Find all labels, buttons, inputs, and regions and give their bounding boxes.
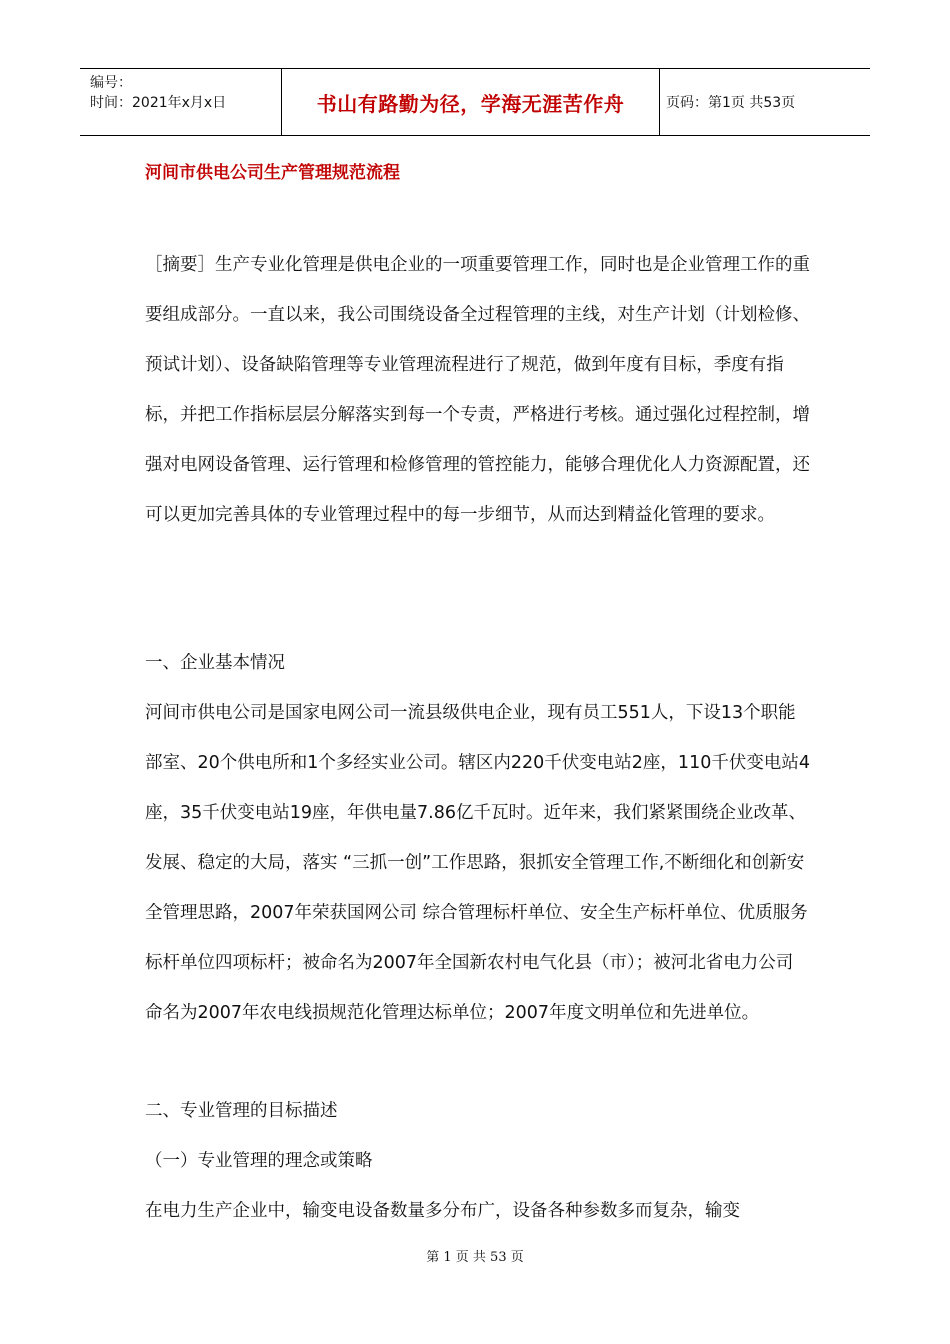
section-1 [145, 638, 810, 1038]
section-2-paragraph: 在电力生产企业中，输变电设备数量多分布广，设备各种参数多而复杂，输变 [145, 1201, 740, 1221]
section-2-subheading: （一）专业管理的理念或策略 [145, 1151, 373, 1171]
abstract-block [145, 240, 810, 540]
header-motto: 书山有路勤为径，学海无涯苦作舟 [316, 91, 625, 116]
abstract-paragraph: ［摘要］生产专业化管理是供电企业的一项重要管理工作，同时也是企业管理工作的重要组成部分。一直以来，我公司围绕设备全过程管理的主线，对生产计划（计划检修、预试计划）、设备缺陷管理等专业管理流程进行了规范，做到年度有目标，季度有指标，并把工作指标层层分解落实到每一个专责，严格进行考核。通过强化过程控制，增强对电网设备管理、运行管理和检修管理的管控能力，能够合理优化人力资源配置，还可以更加完善具体的专业管理过程中的每一步细节，从而达到精益化管理的要求。 [145, 255, 810, 525]
document-time-label: 时间：2021年x月x日 [90, 95, 227, 111]
header-page-cell [660, 69, 870, 135]
section-2-heading: 二、专业管理的目标描述 [145, 1101, 338, 1121]
section-2 [145, 1086, 810, 1236]
document-title: 河间市供电公司生产管理规范流程 [145, 163, 400, 183]
header-page-info: 页码：第1页 共53页 [666, 95, 796, 111]
header-meta-cell [80, 69, 282, 135]
page-footer: 第 1 页 共 53 页 [426, 1250, 524, 1265]
section-1-heading: 一、企业基本情况 [145, 653, 285, 673]
header-table [80, 68, 870, 136]
header-motto-cell [282, 69, 660, 135]
document-number-label: 编号： [90, 75, 132, 91]
section-1-paragraph: 河间市供电公司是国家电网公司一流县级供电企业，现有员工551人，下设13个职能部室、20个供电所和1个多经实业公司。辖区内220千伏变电站2座，110千伏变电站4座，35千伏变电站19座，年供电量7.86亿千瓦时。近年来，我们紧紧围绕企业改革、发展、稳定的大局，落实 “三抓一创”工作思路，狠抓安全管理工作,不断细化和创新安全管理思路，2007年荣获国网公司 综合管理标杆单位、安全生产标杆单位、优质服务标杆单位四项标杆；被命名为2007年全国新农村电气化县（市）；被河北省电力公司命名为2007年农电线损规范化管理达标单位；2007年度文明单位和先进单位。 [145, 703, 810, 1023]
